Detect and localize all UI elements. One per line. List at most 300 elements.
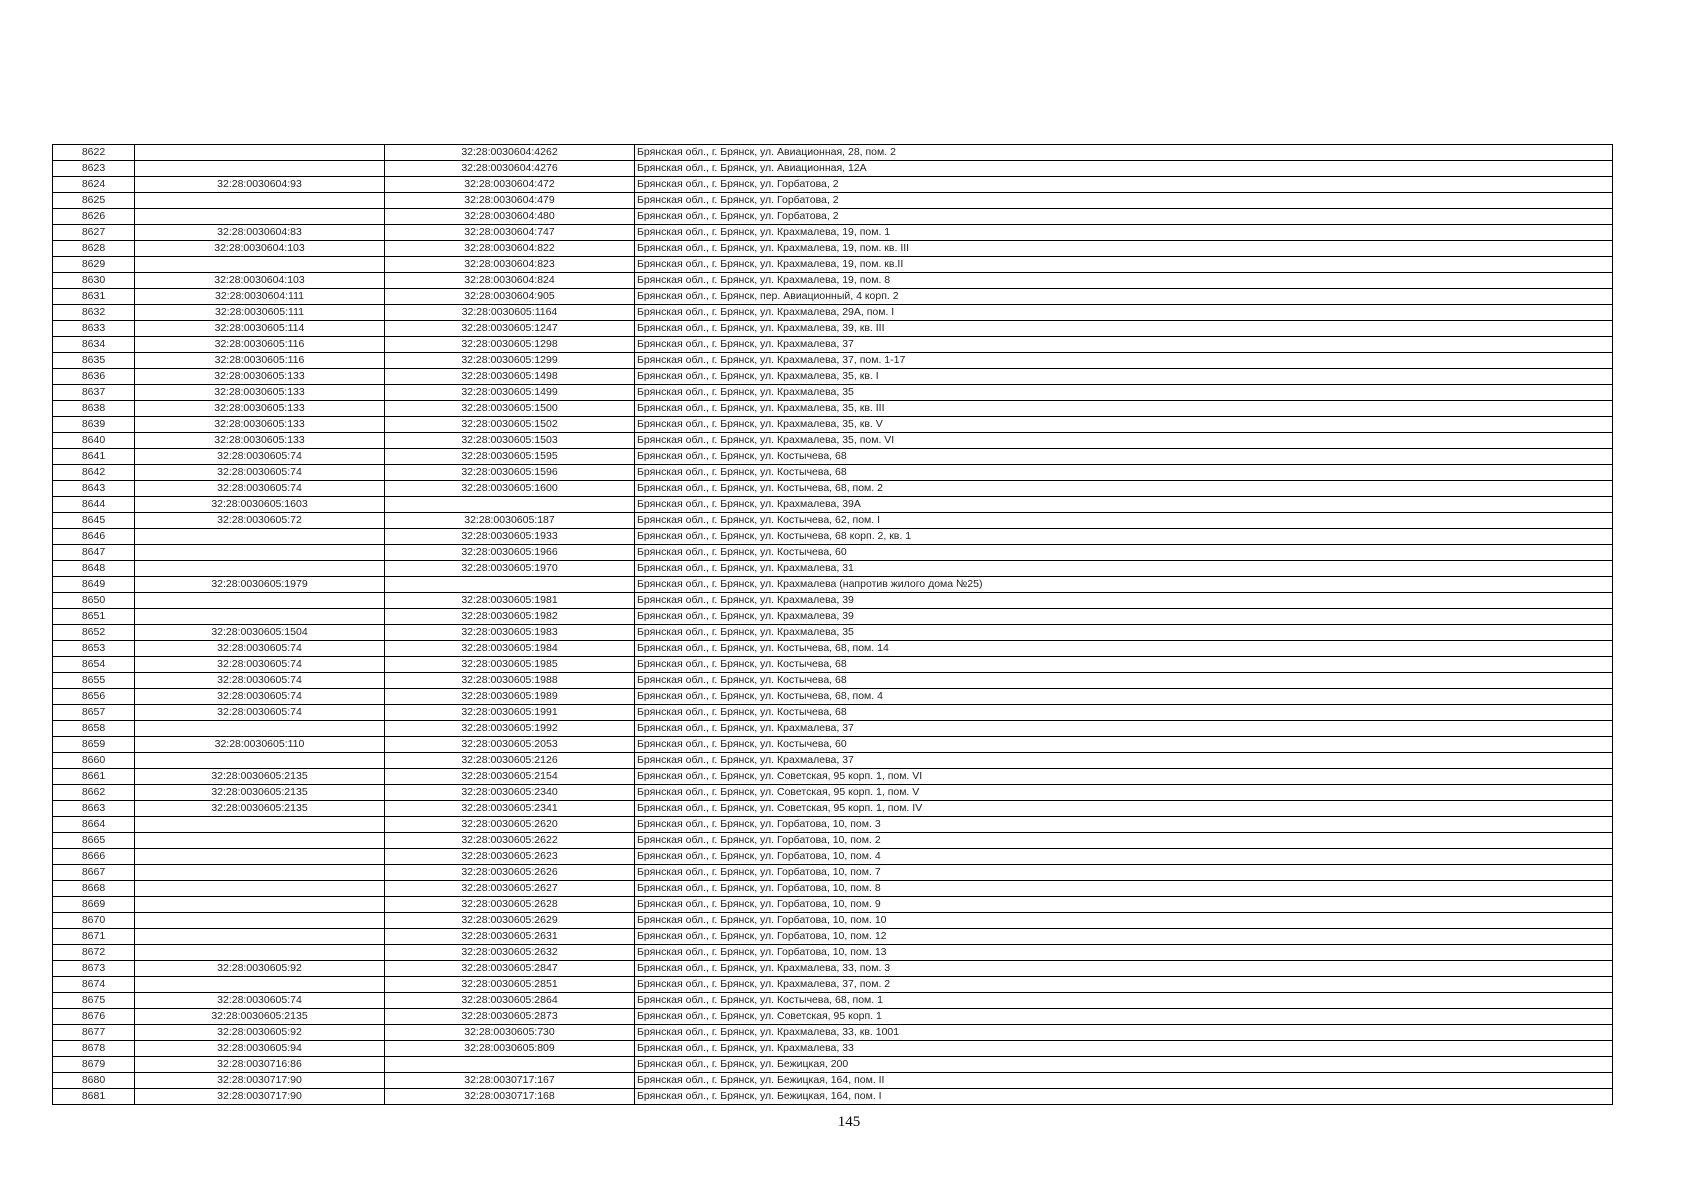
row-number-cell: 8669 [53,897,135,913]
land-cadastral-number-cell: 32:28:0030605:74 [135,993,385,1009]
table-row [53,577,1613,593]
row-number-cell: 8675 [53,993,135,1009]
row-number-cell: 8657 [53,705,135,721]
object-cadastral-number-cell: 32:28:0030605:1299 [385,353,635,369]
table-row [53,849,1613,865]
address-cell: Брянская обл., г. Брянск, ул. Авиационная, 12А [635,161,1613,177]
land-cadastral-number-cell: 32:28:0030604:111 [135,289,385,305]
land-cadastral-number-cell: 32:28:0030605:74 [135,449,385,465]
table-row [53,689,1613,705]
address-cell: Брянская обл., г. Брянск, ул. Советская, 95 корп. 1, пом. V [635,785,1613,801]
land-cadastral-number-cell: 32:28:0030605:2135 [135,785,385,801]
land-cadastral-number-cell: 32:28:0030605:74 [135,481,385,497]
table-row [53,1089,1613,1105]
table-row [53,369,1613,385]
land-cadastral-number-cell [135,945,385,961]
row-number-cell: 8679 [53,1057,135,1073]
table-row [53,945,1613,961]
object-cadastral-number-cell: 32:28:0030605:187 [385,513,635,529]
object-cadastral-number-cell: 32:28:0030605:1596 [385,465,635,481]
land-cadastral-number-cell [135,529,385,545]
land-cadastral-number-cell: 32:28:0030605:74 [135,465,385,481]
row-number-cell: 8655 [53,673,135,689]
row-number-cell: 8668 [53,881,135,897]
address-cell: Брянская обл., г. Брянск, ул. Костычева, 68, пом. 1 [635,993,1613,1009]
table-row [53,433,1613,449]
address-cell: Брянская обл., г. Брянск, ул. Костычева, 60 [635,737,1613,753]
object-cadastral-number-cell: 32:28:0030604:479 [385,193,635,209]
land-cadastral-number-cell: 32:28:0030605:94 [135,1041,385,1057]
row-number-cell: 8652 [53,625,135,641]
row-number-cell: 8622 [53,145,135,161]
object-cadastral-number-cell: 32:28:0030605:1981 [385,593,635,609]
address-cell: Брянская обл., г. Брянск, ул. Крахмалева, 37, пом. 1-17 [635,353,1613,369]
object-cadastral-number-cell: 32:28:0030605:1600 [385,481,635,497]
address-cell: Брянская обл., г. Брянск, ул. Крахмалева, 39 [635,609,1613,625]
land-cadastral-number-cell: 32:28:0030605:92 [135,961,385,977]
row-number-cell: 8674 [53,977,135,993]
address-cell: Брянская обл., г. Брянск, ул. Советская, 95 корп. 1, пом. IV [635,801,1613,817]
object-cadastral-number-cell: 32:28:0030605:2864 [385,993,635,1009]
land-cadastral-number-cell: 32:28:0030605:72 [135,513,385,529]
table-row [53,225,1613,241]
object-cadastral-number-cell: 32:28:0030604:4276 [385,161,635,177]
table-row [53,977,1613,993]
table-row [53,161,1613,177]
object-cadastral-number-cell: 32:28:0030605:2629 [385,913,635,929]
row-number-cell: 8667 [53,865,135,881]
table-row [53,1041,1613,1057]
object-cadastral-number-cell: 32:28:0030605:1164 [385,305,635,321]
table-row [53,929,1613,945]
address-cell: Брянская обл., г. Брянск, ул. Горбатова, 10, пом. 4 [635,849,1613,865]
table-row [53,625,1613,641]
table-row [53,241,1613,257]
land-cadastral-number-cell: 32:28:0030604:103 [135,273,385,289]
address-cell: Брянская обл., г. Брянск, ул. Крахмалева, 35 [635,625,1613,641]
row-number-cell: 8627 [53,225,135,241]
row-number-cell: 8665 [53,833,135,849]
table-row [53,657,1613,673]
object-cadastral-number-cell: 32:28:0030605:1499 [385,385,635,401]
object-cadastral-number-cell: 32:28:0030604:824 [385,273,635,289]
land-cadastral-number-cell: 32:28:0030605:74 [135,673,385,689]
row-number-cell: 8643 [53,481,135,497]
page-number: 145 [837,1114,861,1130]
row-number-cell: 8635 [53,353,135,369]
address-cell: Брянская обл., г. Брянск, ул. Крахмалева, 35, кв. I [635,369,1613,385]
table-row [53,497,1613,513]
row-number-cell: 8677 [53,1025,135,1041]
row-number-cell: 8624 [53,177,135,193]
row-number-cell: 8651 [53,609,135,625]
row-number-cell: 8663 [53,801,135,817]
address-cell: Брянская обл., г. Брянск, ул. Костычева, 68, пом. 4 [635,689,1613,705]
table-row [53,1025,1613,1041]
address-cell: Брянская обл., г. Брянск, ул. Горбатова, 10, пом. 13 [635,945,1613,961]
table-row [53,593,1613,609]
land-cadastral-number-cell [135,817,385,833]
object-cadastral-number-cell: 32:28:0030605:1991 [385,705,635,721]
land-cadastral-number-cell [135,929,385,945]
object-cadastral-number-cell: 32:28:0030605:1247 [385,321,635,337]
table-row [53,705,1613,721]
table-row [53,993,1613,1009]
object-cadastral-number-cell: 32:28:0030605:1992 [385,721,635,737]
row-number-cell: 8681 [53,1089,135,1105]
object-cadastral-number-cell: 32:28:0030605:1970 [385,561,635,577]
object-cadastral-number-cell: 32:28:0030605:2341 [385,801,635,817]
land-cadastral-number-cell: 32:28:0030604:83 [135,225,385,241]
row-number-cell: 8660 [53,753,135,769]
object-cadastral-number-cell: 32:28:0030605:2053 [385,737,635,753]
address-cell: Брянская обл., г. Брянск, ул. Крахмалева, 37 [635,337,1613,353]
address-cell: Брянская обл., г. Брянск, ул. Крахмалева, 19, пом. кв.II [635,257,1613,273]
address-cell: Брянская обл., г. Брянск, ул. Крахмалева, 33, пом. 3 [635,961,1613,977]
address-cell: Брянская обл., г. Брянск, ул. Крахмалева, 19, пом. 8 [635,273,1613,289]
row-number-cell: 8623 [53,161,135,177]
row-number-cell: 8636 [53,369,135,385]
object-cadastral-number-cell: 32:28:0030604:823 [385,257,635,273]
table-row [53,897,1613,913]
object-cadastral-number-cell: 32:28:0030605:2620 [385,817,635,833]
row-number-cell: 8671 [53,929,135,945]
row-number-cell: 8661 [53,769,135,785]
object-cadastral-number-cell: 32:28:0030604:905 [385,289,635,305]
land-cadastral-number-cell [135,721,385,737]
row-number-cell: 8640 [53,433,135,449]
row-number-cell: 8678 [53,1041,135,1057]
address-cell: Брянская обл., г. Брянск, ул. Советская, 95 корп. 1, пом. VI [635,769,1613,785]
address-cell: Брянская обл., г. Брянск, ул. Крахмалева, 35, кв. III [635,401,1613,417]
row-number-cell: 8676 [53,1009,135,1025]
object-cadastral-number-cell: 32:28:0030605:1966 [385,545,635,561]
table-row [53,1073,1613,1089]
land-cadastral-number-cell: 32:28:0030717:90 [135,1089,385,1105]
address-cell: Брянская обл., г. Брянск, ул. Крахмалева, 35, кв. V [635,417,1613,433]
object-cadastral-number-cell: 32:28:0030605:1298 [385,337,635,353]
object-cadastral-number-cell: 32:28:0030604:822 [385,241,635,257]
table-row [53,353,1613,369]
land-cadastral-number-cell [135,865,385,881]
land-cadastral-number-cell [135,977,385,993]
address-cell: Брянская обл., г. Брянск, ул. Горбатова, 10, пом. 8 [635,881,1613,897]
row-number-cell: 8629 [53,257,135,273]
address-cell: Брянская обл., г. Брянск, ул. Горбатова, 2 [635,177,1613,193]
object-cadastral-number-cell: 32:28:0030605:1595 [385,449,635,465]
land-cadastral-number-cell: 32:28:0030605:92 [135,1025,385,1041]
property-table [52,144,1613,1105]
object-cadastral-number-cell: 32:28:0030717:167 [385,1073,635,1089]
address-cell: Брянская обл., г. Брянск, ул. Крахмалева, 37 [635,753,1613,769]
address-cell: Брянская обл., г. Брянск, ул. Крахмалева, 39 [635,593,1613,609]
table-row [53,801,1613,817]
object-cadastral-number-cell: 32:28:0030605:1982 [385,609,635,625]
address-cell: Брянская обл., г. Брянск, ул. Крахмалева, 19, пом. 1 [635,225,1613,241]
land-cadastral-number-cell [135,593,385,609]
land-cadastral-number-cell: 32:28:0030605:74 [135,689,385,705]
row-number-cell: 8628 [53,241,135,257]
object-cadastral-number-cell: 32:28:0030605:2154 [385,769,635,785]
table-row [53,721,1613,737]
table-row [53,193,1613,209]
object-cadastral-number-cell: 32:28:0030605:2126 [385,753,635,769]
row-number-cell: 8626 [53,209,135,225]
land-cadastral-number-cell [135,209,385,225]
land-cadastral-number-cell [135,897,385,913]
object-cadastral-number-cell [385,577,635,593]
land-cadastral-number-cell: 32:28:0030716:86 [135,1057,385,1073]
table-row [53,769,1613,785]
table-row [53,961,1613,977]
address-cell: Брянская обл., г. Брянск, ул. Крахмалева, 29А, пом. I [635,305,1613,321]
table-row [53,417,1613,433]
address-cell: Брянская обл., г. Брянск, ул. Горбатова, 10, пом. 10 [635,913,1613,929]
row-number-cell: 8642 [53,465,135,481]
table-row [53,465,1613,481]
address-cell: Брянская обл., г. Брянск, ул. Костычева, 68 [635,705,1613,721]
land-cadastral-number-cell: 32:28:0030605:133 [135,401,385,417]
land-cadastral-number-cell [135,881,385,897]
address-cell: Брянская обл., г. Брянск, ул. Горбатова, 10, пом. 2 [635,833,1613,849]
land-cadastral-number-cell [135,257,385,273]
land-cadastral-number-cell: 32:28:0030605:74 [135,705,385,721]
table-row [53,273,1613,289]
object-cadastral-number-cell: 32:28:0030605:2628 [385,897,635,913]
address-cell: Брянская обл., г. Брянск, ул. Крахмалева, 37 [635,721,1613,737]
row-number-cell: 8658 [53,721,135,737]
object-cadastral-number-cell: 32:28:0030604:480 [385,209,635,225]
object-cadastral-number-cell: 32:28:0030605:2631 [385,929,635,945]
row-number-cell: 8680 [53,1073,135,1089]
land-cadastral-number-cell: 32:28:0030605:74 [135,641,385,657]
land-cadastral-number-cell: 32:28:0030605:133 [135,369,385,385]
object-cadastral-number-cell: 32:28:0030604:4262 [385,145,635,161]
object-cadastral-number-cell: 32:28:0030605:1500 [385,401,635,417]
land-cadastral-number-cell: 32:28:0030604:93 [135,177,385,193]
land-cadastral-number-cell: 32:28:0030605:1603 [135,497,385,513]
table-row [53,321,1613,337]
object-cadastral-number-cell: 32:28:0030605:1988 [385,673,635,689]
object-cadastral-number-cell: 32:28:0030605:1983 [385,625,635,641]
address-cell: Брянская обл., г. Брянск, ул. Бежицкая, 200 [635,1057,1613,1073]
land-cadastral-number-cell: 32:28:0030605:2135 [135,769,385,785]
table-row [53,881,1613,897]
table-row [53,561,1613,577]
land-cadastral-number-cell [135,913,385,929]
address-cell: Брянская обл., г. Брянск, ул. Авиационная, 28, пом. 2 [635,145,1613,161]
address-cell: Брянская обл., г. Брянск, ул. Костычева, 68 корп. 2, кв. 1 [635,529,1613,545]
address-cell: Брянская обл., г. Брянск, ул. Костычева, 68 [635,657,1613,673]
land-cadastral-number-cell: 32:28:0030605:114 [135,321,385,337]
object-cadastral-number-cell: 32:28:0030605:2632 [385,945,635,961]
land-cadastral-number-cell: 32:28:0030605:1504 [135,625,385,641]
address-cell: Брянская обл., г. Брянск, ул. Крахмалева, 33, кв. 1001 [635,1025,1613,1041]
row-number-cell: 8631 [53,289,135,305]
row-number-cell: 8647 [53,545,135,561]
table-row [53,865,1613,881]
table-row [53,753,1613,769]
object-cadastral-number-cell: 32:28:0030605:2851 [385,977,635,993]
address-cell: Брянская обл., г. Брянск, ул. Горбатова, 10, пом. 12 [635,929,1613,945]
address-cell: Брянская обл., г. Брянск, ул. Крахмалева, 33 [635,1041,1613,1057]
table-row [53,337,1613,353]
row-number-cell: 8662 [53,785,135,801]
object-cadastral-number-cell: 32:28:0030605:1503 [385,433,635,449]
object-cadastral-number-cell: 32:28:0030605:2626 [385,865,635,881]
row-number-cell: 8673 [53,961,135,977]
land-cadastral-number-cell: 32:28:0030605:110 [135,737,385,753]
table-row [53,833,1613,849]
object-cadastral-number-cell: 32:28:0030717:168 [385,1089,635,1105]
object-cadastral-number-cell: 32:28:0030605:2622 [385,833,635,849]
address-cell: Брянская обл., г. Брянск, ул. Костычева, 68, пом. 14 [635,641,1613,657]
row-number-cell: 8664 [53,817,135,833]
address-cell: Брянская обл., г. Брянск, ул. Костычева, 68 [635,449,1613,465]
table-row [53,513,1613,529]
land-cadastral-number-cell [135,145,385,161]
row-number-cell: 8646 [53,529,135,545]
land-cadastral-number-cell: 32:28:0030605:133 [135,433,385,449]
object-cadastral-number-cell: 32:28:0030604:472 [385,177,635,193]
object-cadastral-number-cell: 32:28:0030605:2623 [385,849,635,865]
object-cadastral-number-cell: 32:28:0030605:1502 [385,417,635,433]
table-row [53,449,1613,465]
row-number-cell: 8633 [53,321,135,337]
object-cadastral-number-cell: 32:28:0030605:2847 [385,961,635,977]
row-number-cell: 8637 [53,385,135,401]
row-number-cell: 8653 [53,641,135,657]
table-row [53,385,1613,401]
row-number-cell: 8656 [53,689,135,705]
table-row [53,481,1613,497]
land-cadastral-number-cell [135,609,385,625]
address-cell: Брянская обл., г. Брянск, ул. Бежицкая, 164, пом. II [635,1073,1613,1089]
row-number-cell: 8650 [53,593,135,609]
address-cell: Брянская обл., г. Брянск, ул. Костычева, 60 [635,545,1613,561]
row-number-cell: 8645 [53,513,135,529]
row-number-cell: 8670 [53,913,135,929]
address-cell: Брянская обл., г. Брянск, ул. Костычева, 68 [635,673,1613,689]
land-cadastral-number-cell [135,161,385,177]
object-cadastral-number-cell: 32:28:0030605:1984 [385,641,635,657]
object-cadastral-number-cell: 32:28:0030605:2340 [385,785,635,801]
table-row [53,1057,1613,1073]
object-cadastral-number-cell [385,1057,635,1073]
address-cell: Брянская обл., г. Брянск, ул. Костычева, 68, пом. 2 [635,481,1613,497]
land-cadastral-number-cell: 32:28:0030605:133 [135,417,385,433]
table-row [53,817,1613,833]
table-row [53,401,1613,417]
object-cadastral-number-cell: 32:28:0030605:1498 [385,369,635,385]
table-row [53,641,1613,657]
address-cell: Брянская обл., г. Брянск, пер. Авиационный, 4 корп. 2 [635,289,1613,305]
land-cadastral-number-cell [135,561,385,577]
table-row [53,545,1613,561]
address-cell: Брянская обл., г. Брянск, ул. Горбатова, 10, пом. 3 [635,817,1613,833]
address-cell: Брянская обл., г. Брянск, ул. Бежицкая, 164, пом. I [635,1089,1613,1105]
row-number-cell: 8638 [53,401,135,417]
land-cadastral-number-cell [135,193,385,209]
table-row [53,257,1613,273]
row-number-cell: 8639 [53,417,135,433]
land-cadastral-number-cell [135,833,385,849]
land-cadastral-number-cell: 32:28:0030605:1979 [135,577,385,593]
land-cadastral-number-cell: 32:28:0030605:2135 [135,1009,385,1025]
address-cell: Брянская обл., г. Брянск, ул. Крахмалева, 19, пом. кв. III [635,241,1613,257]
address-cell: Брянская обл., г. Брянск, ул. Костычева, 68 [635,465,1613,481]
address-cell: Брянская обл., г. Брянск, ул. Советская, 95 корп. 1 [635,1009,1613,1025]
land-cadastral-number-cell [135,545,385,561]
table-row [53,305,1613,321]
land-cadastral-number-cell [135,753,385,769]
row-number-cell: 8659 [53,737,135,753]
table-row [53,289,1613,305]
object-cadastral-number-cell: 32:28:0030605:1933 [385,529,635,545]
land-cadastral-number-cell: 32:28:0030605:2135 [135,801,385,817]
address-cell: Брянская обл., г. Брянск, ул. Горбатова, 10, пом. 9 [635,897,1613,913]
row-number-cell: 8648 [53,561,135,577]
land-cadastral-number-cell: 32:28:0030717:90 [135,1073,385,1089]
land-cadastral-number-cell: 32:28:0030605:116 [135,353,385,369]
address-cell: Брянская обл., г. Брянск, ул. Крахмалева, 39, кв. III [635,321,1613,337]
address-cell: Брянская обл., г. Брянск, ул. Крахмалева, 31 [635,561,1613,577]
object-cadastral-number-cell: 32:28:0030605:809 [385,1041,635,1057]
table-row [53,209,1613,225]
object-cadastral-number-cell: 32:28:0030605:1985 [385,657,635,673]
address-cell: Брянская обл., г. Брянск, ул. Горбатова, 10, пом. 7 [635,865,1613,881]
object-cadastral-number-cell: 32:28:0030605:1989 [385,689,635,705]
table-row [53,737,1613,753]
table-row [53,529,1613,545]
address-cell: Брянская обл., г. Брянск, ул. Крахмалева, 39А [635,497,1613,513]
land-cadastral-number-cell: 32:28:0030605:133 [135,385,385,401]
row-number-cell: 8649 [53,577,135,593]
object-cadastral-number-cell: 32:28:0030604:747 [385,225,635,241]
land-cadastral-number-cell: 32:28:0030604:103 [135,241,385,257]
address-cell: Брянская обл., г. Брянск, ул. Крахмалева, 37, пом. 2 [635,977,1613,993]
row-number-cell: 8666 [53,849,135,865]
table-row [53,177,1613,193]
table-row [53,673,1613,689]
address-cell: Брянская обл., г. Брянск, ул. Крахмалева (напротив жилого дома №25) [635,577,1613,593]
row-number-cell: 8654 [53,657,135,673]
row-number-cell: 8641 [53,449,135,465]
row-number-cell: 8644 [53,497,135,513]
object-cadastral-number-cell [385,497,635,513]
table-row [53,145,1613,161]
land-cadastral-number-cell: 32:28:0030605:74 [135,657,385,673]
table-row [53,785,1613,801]
address-cell: Брянская обл., г. Брянск, ул. Крахмалева, 35 [635,385,1613,401]
table-row [53,913,1613,929]
row-number-cell: 8672 [53,945,135,961]
address-cell: Брянская обл., г. Брянск, ул. Крахмалева, 35, пом. VI [635,433,1613,449]
address-cell: Брянская обл., г. Брянск, ул. Горбатова, 2 [635,193,1613,209]
property-table-body [53,145,1613,1105]
address-cell: Брянская обл., г. Брянск, ул. Горбатова, 2 [635,209,1613,225]
table-row [53,609,1613,625]
object-cadastral-number-cell: 32:28:0030605:2873 [385,1009,635,1025]
land-cadastral-number-cell: 32:28:0030605:116 [135,337,385,353]
table-row [53,1009,1613,1025]
row-number-cell: 8632 [53,305,135,321]
object-cadastral-number-cell: 32:28:0030605:2627 [385,881,635,897]
address-cell: Брянская обл., г. Брянск, ул. Костычева, 62, пом. I [635,513,1613,529]
row-number-cell: 8625 [53,193,135,209]
land-cadastral-number-cell: 32:28:0030605:111 [135,305,385,321]
land-cadastral-number-cell [135,849,385,865]
